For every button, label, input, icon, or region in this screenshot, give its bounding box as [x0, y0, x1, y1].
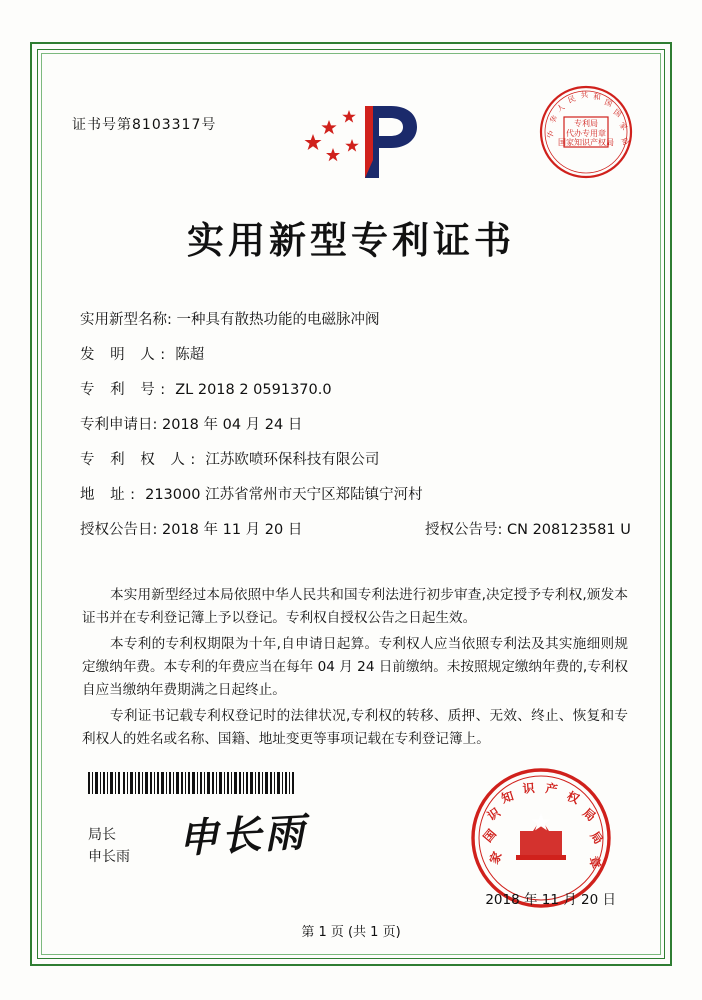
field-row-address — [80, 483, 632, 518]
page-title: 实用新型专利证书 — [187, 219, 515, 262]
field-value: 江苏欧喷环保科技有限公司 — [205, 452, 380, 468]
director-name: 申长雨 — [88, 849, 130, 865]
field-label: 专 利 号: — [80, 382, 171, 398]
field-row-filing-date — [80, 413, 632, 448]
svg-text:识: 识 — [484, 805, 503, 824]
svg-text:国: 国 — [611, 107, 624, 119]
svg-text:家: 家 — [486, 849, 505, 867]
svg-text:章: 章 — [586, 854, 604, 871]
paragraph-3: 专利证书记载专利权登记时的法律状况,专利权的转移、质押、无效、终止、恢复和专利权人的姓名或名称、国籍、地址变更等事项记载在专利登记簿上。 — [82, 708, 628, 747]
page-footer: 第 1 页 (共 1 页) — [301, 925, 401, 940]
svg-text:国家知识产权局: 国家知识产权局 — [558, 138, 614, 147]
patent-barcode — [88, 772, 294, 794]
field-row-name — [80, 308, 632, 343]
field-label: 地 址: — [80, 487, 141, 503]
grant-number-value: CN 208123581 U — [507, 522, 631, 538]
director-title-block — [88, 824, 130, 868]
svg-text:人: 人 — [555, 102, 567, 114]
field-row-patentee — [80, 448, 632, 483]
svg-text:民: 民 — [566, 93, 577, 105]
field-row-grant — [80, 518, 632, 553]
svg-text:局: 局 — [587, 828, 606, 847]
director-label: 局长 — [88, 827, 116, 843]
patent-office-seal — [538, 84, 634, 180]
paragraph-2: 本专利的专利权期限为十年,自申请日起算。专利权人应当依照专利法及其实施细则规定缴纳年费。本专利的年费应当在每年 04 月 24 日前缴纳。未按照规定缴纳年费的,专利权自应当缴纳年费期满之日起终止。 — [82, 636, 628, 698]
legal-text — [82, 584, 628, 754]
svg-text:识: 识 — [522, 780, 536, 796]
field-row-inventor — [80, 343, 632, 378]
svg-text:国: 国 — [603, 97, 614, 109]
director-handwritten-signature: 申长雨 — [177, 808, 309, 863]
svg-text:共: 共 — [580, 90, 589, 100]
field-row-patent-number — [80, 378, 632, 413]
field-label: 实用新型名称: — [80, 312, 172, 328]
grant-date-value: 2018 年 11 月 20 日 — [162, 522, 303, 538]
field-value: 陈超 — [175, 347, 205, 363]
field-label: 专利申请日: — [80, 417, 158, 433]
field-value: ZL 2018 2 0591370.0 — [175, 382, 332, 398]
field-list — [80, 308, 632, 553]
certificate-number: 证书号第8103317号 — [72, 117, 217, 133]
field-value: 2018 年 04 月 24 日 — [162, 417, 303, 433]
svg-text:局: 局 — [580, 805, 599, 825]
certificate-content — [50, 62, 652, 946]
svg-text:局: 局 — [619, 135, 631, 147]
svg-text:代办专用章: 代办专用章 — [566, 129, 606, 138]
grant-number-group — [425, 518, 631, 539]
svg-text:华: 华 — [547, 113, 560, 126]
paragraph-1: 本实用新型经过本局依照中华人民共和国专利法进行初步审查,决定授予专利权,颁发本证书并在专利登记簿上予以登记。专利权自授权公告之日起生效。 — [82, 587, 628, 626]
cnipa-logo — [303, 100, 421, 182]
svg-text:专利局: 专利局 — [574, 119, 598, 128]
grant-date-label: 授权公告日: — [80, 522, 158, 538]
svg-text:中: 中 — [544, 129, 557, 140]
svg-text:产: 产 — [544, 781, 559, 797]
field-label: 专 利 权 人: — [80, 452, 201, 468]
seal-date: 2018 年 11 月 20 日 — [485, 892, 616, 908]
field-label: 发 明 人: — [80, 347, 171, 363]
svg-text:和: 和 — [592, 92, 602, 102]
svg-text:国: 国 — [480, 826, 500, 845]
field-value: 213000 江苏省常州市天宁区郑陆镇宁河村 — [145, 487, 423, 503]
svg-text:知: 知 — [499, 788, 516, 806]
svg-text:权: 权 — [564, 788, 582, 807]
grant-number-label: 授权公告号: — [425, 522, 503, 538]
field-value: 一种具有散热功能的电磁脉冲阀 — [176, 312, 380, 328]
svg-text:家: 家 — [617, 120, 630, 132]
